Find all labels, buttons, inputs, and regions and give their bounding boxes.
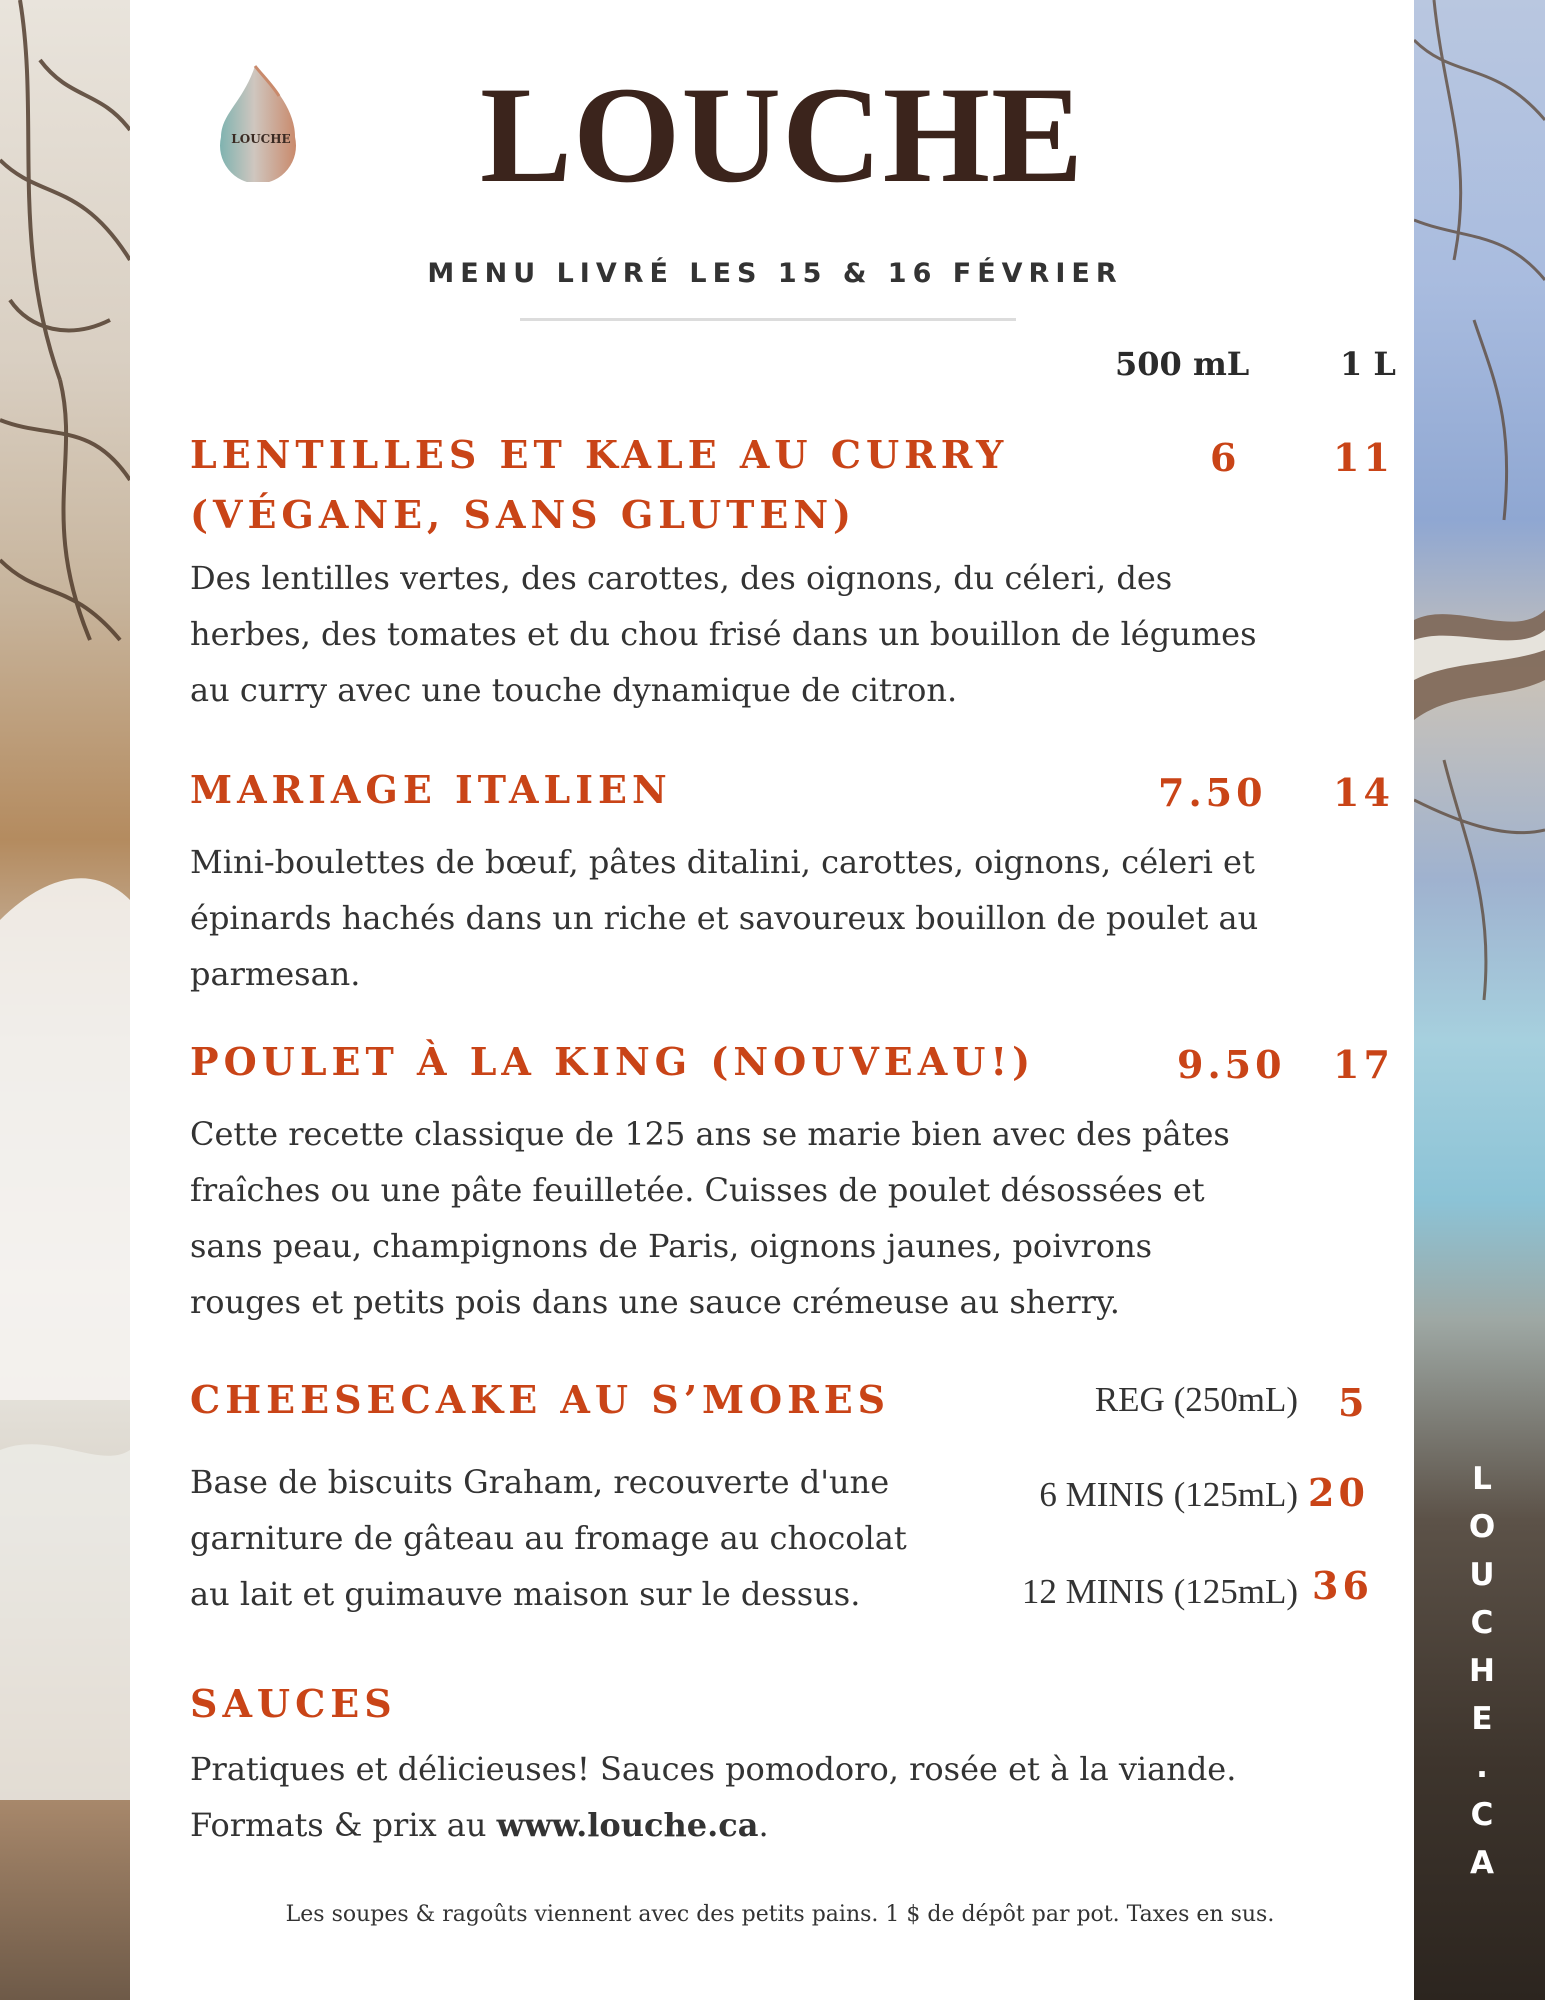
price-cheesecake-6-minis: 20 xyxy=(1308,1470,1369,1515)
footnote: Les soupes & ragoûts viennent avec des petits pains. 1 $ de dépôt par pot. Taxes en sus. xyxy=(285,1902,1275,1927)
left-photo-strip xyxy=(0,0,130,2000)
sauces-description: Pratiques et délicieuses! Sauces pomodoro, rosée et à la viande. Formats & prix au www.louche.ca. xyxy=(190,1750,1237,1844)
vertical-website-text: L O U C H E . C A xyxy=(1468,1461,1496,1881)
price-cheesecake-12-minis: 36 xyxy=(1312,1563,1373,1608)
item-description-mariage: Mini-boulettes de bœuf, pâtes ditalini, carottes, oignons, céleri et épinards hachés dans un riche et savoureux bouillon de poulet au parmesan. xyxy=(190,843,1259,993)
size-label-12-minis: 12 MINIS (125mL) xyxy=(1021,1572,1298,1611)
price-cheesecake-reg: 5 xyxy=(1338,1380,1369,1425)
item-description-lentilles: Des lentilles vertes, des carottes, des oignons, du céleri, des herbes, des tomates et du chou frisé dans un bouillon de légumes au curry avec une touche dynamique de citron. xyxy=(190,559,1257,709)
divider xyxy=(520,318,1016,321)
item-title-cheesecake: CHEESECAKE AU S’MORES xyxy=(190,1377,891,1422)
item-title-lentilles: LENTILLES ET KALE AU CURRY xyxy=(190,432,1009,477)
size-label-6-minis: 6 MINIS (125mL) xyxy=(1039,1475,1298,1514)
item-title-sauces: SAUCES xyxy=(190,1681,397,1726)
louche-logo-icon xyxy=(215,62,305,182)
logo-text: LOUCHE xyxy=(231,132,291,146)
price-500-lentilles: 6 xyxy=(1210,435,1241,480)
price-1l-lentilles: 11 xyxy=(1333,435,1394,480)
price-1l-poulet: 17 xyxy=(1333,1042,1394,1087)
page-title: LOUCHE xyxy=(480,58,1085,211)
item-description-cheesecake: Base de biscuits Graham, recouverte d'une garniture de gâteau au fromage au chocolat au lait et guimauve maison sur le dessus. xyxy=(190,1463,907,1613)
size-label-reg: REG (250mL) xyxy=(1094,1380,1298,1419)
column-header-500ml: 500 mL xyxy=(1115,345,1250,383)
price-500-mariage: 7.50 xyxy=(1158,770,1267,815)
menu-subtitle: MENU LIVRÉ LES 15 & 16 FÉVRIER xyxy=(427,258,1123,289)
price-500-poulet: 9.50 xyxy=(1177,1042,1286,1087)
price-1l-mariage: 14 xyxy=(1333,770,1394,815)
item-title-mariage: MARIAGE ITALIEN xyxy=(190,767,672,812)
winter-branches-photo xyxy=(0,0,130,2000)
website-link[interactable]: www.louche.ca xyxy=(496,1806,759,1844)
item-subtitle-lentilles: (VÉGANE, SANS GLUTEN) xyxy=(190,492,857,537)
column-header-1l: 1 L xyxy=(1340,345,1396,383)
item-description-poulet: Cette recette classique de 125 ans se marie bien avec des pâtes fraîches ou une pâte feuilletée. Cuisses de poulet désossées et sans peau, champignons de Paris, oignons jaunes, poivrons rouges et petits pois dans une sauce crémeuse au sherry. xyxy=(190,1115,1230,1321)
item-title-poulet: POULET À LA KING (NOUVEAU!) xyxy=(190,1039,1036,1084)
